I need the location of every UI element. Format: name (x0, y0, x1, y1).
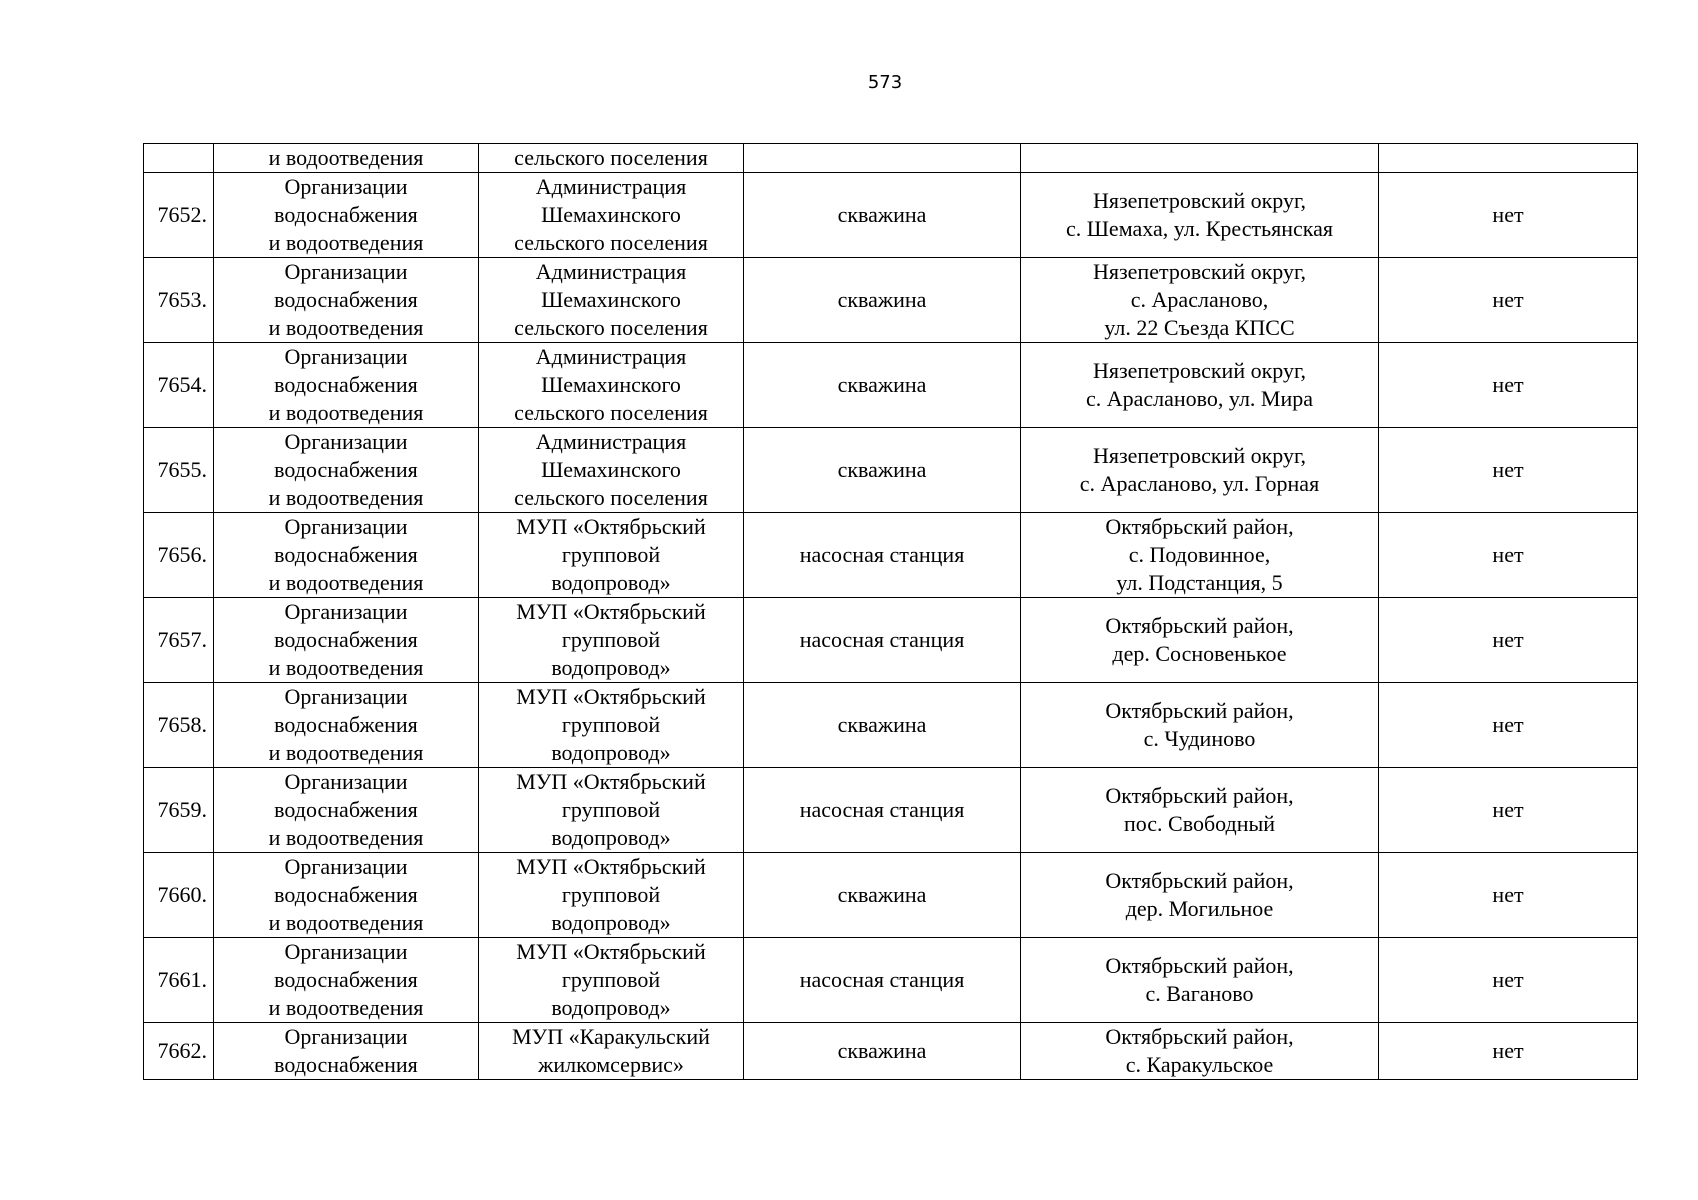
cell-object-type: скважина (744, 258, 1021, 343)
cell-owner: МУП «Октябрьский групповой водопровод» (479, 768, 744, 853)
cell-owner: МУП «Октябрьский групповой водопровод» (479, 938, 744, 1023)
table-row (144, 768, 1638, 853)
cell-owner: МУП «Октябрьский групповой водопровод» (479, 683, 744, 768)
cell-address: Нязепетровский округ, с. Арасланово, ул. Горная (1021, 428, 1379, 513)
cell-number: 7655. (144, 428, 214, 513)
table-row (144, 258, 1638, 343)
cell-address: Нязепетровский округ, с. Шемаха, ул. Крестьянская (1021, 173, 1379, 258)
cell-number: 7660. (144, 853, 214, 938)
cell-flag: нет (1379, 768, 1638, 853)
cell-category: Организации водоснабжения и водоотведения (214, 768, 479, 853)
cell-category: Организации водоснабжения и водоотведения (214, 938, 479, 1023)
cell-owner: Администрация Шемахинского сельского поселения (479, 343, 744, 428)
table-row (144, 938, 1638, 1023)
cell-category: Организации водоснабжения и водоотведения (214, 598, 479, 683)
registry-table (143, 143, 1638, 1080)
cell-owner: Администрация Шемахинского сельского поселения (479, 428, 744, 513)
cell-category: Организации водоснабжения и водоотведения (214, 853, 479, 938)
cell-object-type: скважина (744, 683, 1021, 768)
table-row (144, 428, 1638, 513)
table-row (144, 1023, 1638, 1080)
cell-owner: МУП «Октябрьский групповой водопровод» (479, 598, 744, 683)
cell-category: Организации водоснабжения и водоотведения (214, 513, 479, 598)
cell-owner: МУП «Октябрьский групповой водопровод» (479, 853, 744, 938)
table-row (144, 683, 1638, 768)
cell-number: 7657. (144, 598, 214, 683)
page-number: 573 (867, 72, 903, 93)
table-row (144, 853, 1638, 938)
cell-flag: нет (1379, 1023, 1638, 1080)
cell-address (1021, 144, 1379, 173)
cell-flag: нет (1379, 258, 1638, 343)
cell-number: 7659. (144, 768, 214, 853)
cell-number: 7654. (144, 343, 214, 428)
cell-category: Организации водоснабжения и водоотведения (214, 428, 479, 513)
cell-address: Октябрьский район, с. Каракульское (1021, 1023, 1379, 1080)
cell-category: Организации водоснабжения и водоотведения (214, 258, 479, 343)
table-row (144, 343, 1638, 428)
cell-owner: сельского поселения (479, 144, 744, 173)
cell-category: Организации водоснабжения и водоотведения (214, 683, 479, 768)
cell-number: 7652. (144, 173, 214, 258)
cell-number: 7653. (144, 258, 214, 343)
cell-number: 7658. (144, 683, 214, 768)
cell-address: Октябрьский район, дер. Могильное (1021, 853, 1379, 938)
cell-flag: нет (1379, 683, 1638, 768)
cell-flag: нет (1379, 428, 1638, 513)
cell-category: Организации водоснабжения и водоотведения (214, 173, 479, 258)
cell-flag: нет (1379, 598, 1638, 683)
cell-object-type: скважина (744, 853, 1021, 938)
cell-flag: нет (1379, 173, 1638, 258)
cell-object-type: скважина (744, 1023, 1021, 1080)
cell-object-type: насосная станция (744, 938, 1021, 1023)
table-row (144, 173, 1638, 258)
cell-number (144, 144, 214, 173)
cell-owner: МУП «Каракульский жилкомсервис» (479, 1023, 744, 1080)
cell-flag (1379, 144, 1638, 173)
cell-object-type: скважина (744, 173, 1021, 258)
cell-flag: нет (1379, 853, 1638, 938)
cell-address: Октябрьский район, с. Ваганово (1021, 938, 1379, 1023)
cell-flag: нет (1379, 343, 1638, 428)
table-row-continuation (144, 144, 1638, 173)
table-row (144, 598, 1638, 683)
cell-category: и водоотведения (214, 144, 479, 173)
cell-number: 7661. (144, 938, 214, 1023)
cell-object-type: насосная станция (744, 768, 1021, 853)
cell-object-type: скважина (744, 428, 1021, 513)
cell-owner: Администрация Шемахинского сельского поселения (479, 258, 744, 343)
cell-address: Октябрьский район, с. Подовинное, ул. Подстанция, 5 (1021, 513, 1379, 598)
cell-owner: Администрация Шемахинского сельского поселения (479, 173, 744, 258)
cell-address: Октябрьский район, пос. Свободный (1021, 768, 1379, 853)
cell-object-type: насосная станция (744, 513, 1021, 598)
cell-category: Организации водоснабжения (214, 1023, 479, 1080)
cell-address: Октябрьский район, дер. Сосновенькое (1021, 598, 1379, 683)
cell-object-type (744, 144, 1021, 173)
cell-category: Организации водоснабжения и водоотведения (214, 343, 479, 428)
cell-number: 7656. (144, 513, 214, 598)
table-row (144, 513, 1638, 598)
cell-owner: МУП «Октябрьский групповой водопровод» (479, 513, 744, 598)
cell-object-type: насосная станция (744, 598, 1021, 683)
cell-flag: нет (1379, 938, 1638, 1023)
cell-address: Октябрьский район, с. Чудиново (1021, 683, 1379, 768)
cell-address: Нязепетровский округ, с. Арасланово, ул. Мира (1021, 343, 1379, 428)
cell-object-type: скважина (744, 343, 1021, 428)
cell-flag: нет (1379, 513, 1638, 598)
cell-number: 7662. (144, 1023, 214, 1080)
cell-address: Нязепетровский округ, с. Арасланово, ул. 22 Съезда КПСС (1021, 258, 1379, 343)
